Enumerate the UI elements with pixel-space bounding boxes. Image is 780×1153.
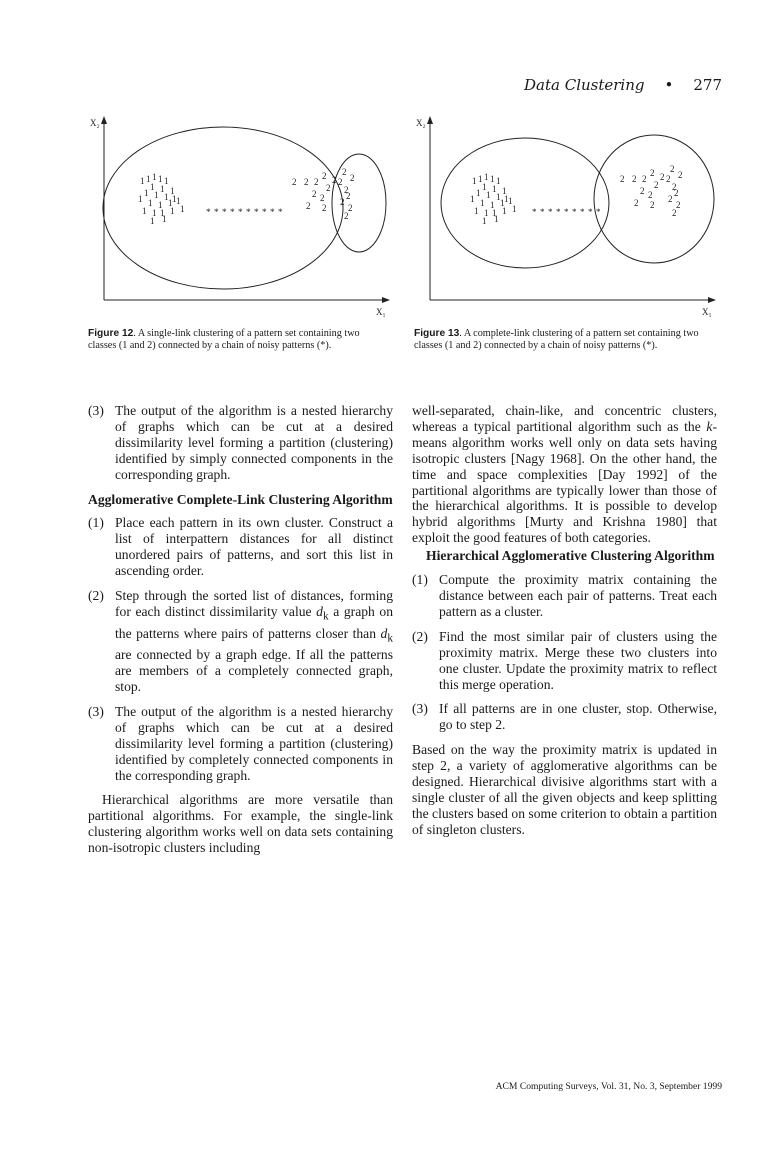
noise-point: * (540, 207, 545, 217)
item-text: The output of the algorithm is a nested hierarchy of graphs which can be cut at a desired dissimilarity level forming a partition (clustering) identified by simply connected components in the corresponding graph. (115, 403, 393, 482)
class-2-point: 2 (648, 190, 653, 200)
class-2-point: 2 (306, 201, 311, 211)
figure-12 (88, 112, 398, 324)
math-var: k (706, 418, 713, 434)
right-column (412, 403, 717, 838)
class-1-point: 1 (504, 194, 509, 204)
class-1-point: 1 (150, 216, 155, 226)
class-1-point: 1 (484, 172, 489, 182)
class-2-point: 2 (634, 198, 639, 208)
math-var: d (316, 603, 323, 619)
page-number: 277 (693, 76, 722, 94)
class-2-point: 2 (668, 194, 673, 204)
item-text: are connected by a graph edge. If all the patterns are members of a completely connected graph, stop. (115, 647, 393, 695)
noise-point: * (532, 207, 537, 217)
class-1-point: 1 (152, 208, 157, 218)
class-1-point: 1 (496, 192, 501, 202)
noise-point: * (222, 207, 227, 217)
class-1-point: 1 (142, 206, 147, 216)
class-1-point: 1 (480, 198, 485, 208)
item-number: (2) (412, 628, 428, 644)
left-column (88, 403, 393, 856)
class-1-point: 1 (180, 204, 185, 214)
list-item (88, 515, 393, 579)
list-item (412, 701, 717, 733)
class-1-point: 1 (478, 174, 483, 184)
class-2-point: 2 (322, 171, 327, 181)
class-2-point: 2 (660, 172, 665, 182)
class-2-point: 2 (672, 208, 677, 218)
noise-point: * (278, 207, 283, 217)
x-axis-label: X₁ (376, 307, 386, 317)
figure-13-plot (414, 112, 724, 324)
class-2-point: 2 (672, 182, 677, 192)
class-1-point: 1 (160, 208, 165, 218)
class-1-point: 1 (160, 184, 165, 194)
noise-point: * (580, 207, 585, 217)
running-title: Data Clustering (524, 76, 645, 94)
item-number: (3) (88, 403, 104, 418)
noise-point: * (246, 207, 251, 217)
class-2-point: 2 (344, 211, 349, 221)
class-1-point: 1 (492, 208, 497, 218)
paragraph: Hierarchical algorithms are more versatile than partitional algorithms. For example, the single-link clustering algorithm works well on data sets containing non-isotropic clusters including (88, 792, 393, 856)
noise-point: * (254, 207, 259, 217)
class-2-point: 2 (342, 167, 347, 177)
class-2-point: 2 (632, 174, 637, 184)
paragraph-text: -means algorithm works well only on data sets having isotropic clusters [Nagy 1968]. On the other hand, the time and space complexities [Day 1992] of the partitional algorithms are typically lower than those of the hierarchical algorithms. It is possible to develop hybrid algorithms [Murty and Krishna 1980] that exploit the good features of both categories. (412, 418, 717, 546)
class-1-point: 1 (154, 190, 159, 200)
noise-point: * (556, 207, 561, 217)
class-2-point: 2 (620, 174, 625, 184)
class-1-point: 1 (144, 188, 149, 198)
figure-12-caption-text: . A single-link clustering of a pattern set containing two classes (1 and 2) connected by a chain of noisy patterns (*). (88, 328, 360, 351)
class-1-point: 1 (470, 194, 475, 204)
class-2-point: 2 (650, 168, 655, 178)
item-number: (3) (412, 701, 428, 717)
item-text: a graph on the patterns where pairs of patterns closer than (115, 603, 394, 641)
y-axis-label: X₂ (416, 118, 426, 128)
class-1-point: 1 (486, 190, 491, 200)
class-2-point: 2 (326, 183, 331, 193)
paragraph-text: well-separated, chain-like, and concentric clusters, whereas a typical partitional algorithm such as the (412, 403, 717, 434)
class-2-point: 2 (292, 177, 297, 187)
header-bullet: • (664, 76, 674, 94)
class-1-point: 1 (496, 176, 501, 186)
class-1-point: 1 (490, 174, 495, 184)
class-1-point: 1 (146, 174, 151, 184)
class-1-point: 1 (170, 206, 175, 216)
noise-point: * (270, 207, 275, 217)
list-item (88, 403, 393, 483)
class-1-point: 1 (164, 176, 169, 186)
class-2-point: 2 (674, 188, 679, 198)
list-item (88, 704, 393, 784)
item-number: (2) (88, 588, 104, 604)
class-2-point: 2 (670, 164, 675, 174)
paragraph (412, 403, 717, 546)
item-text: The output of the algorithm is a nested hierarchy of graphs which can be cut at a desired dissimilarity level forming a partition (clustering) identified by completely connected components in the corresponding graph. (115, 703, 393, 783)
class-1-point: 1 (482, 182, 487, 192)
class-2-point: 2 (332, 175, 337, 185)
item-text: Find the most similar pair of clusters using the proximity matrix. Merge these two clusters into one cluster. Update the proximity matrix to reflect this merge operation. (439, 628, 717, 692)
class-1-point: 1 (172, 194, 177, 204)
class-2-point: 2 (640, 186, 645, 196)
item-number: (3) (88, 703, 104, 719)
class-1-point: 1 (158, 200, 163, 210)
item-number: (1) (88, 515, 104, 531)
math-sub: k (322, 610, 329, 623)
item-text: If all patterns are in one cluster, stop. Otherwise, go to step 2. (439, 701, 717, 733)
class-1-point: 1 (494, 214, 499, 224)
item-text: Place each pattern in its own cluster. Construct a list of interpattern distances for all distinct unordered pairs of patterns, and sort this list in ascending order. (115, 515, 393, 579)
class-1-point: 1 (162, 214, 167, 224)
item-number: (1) (412, 572, 428, 588)
class-2-point: 2 (314, 177, 319, 187)
class-2-point: 2 (642, 174, 647, 184)
class-1-point: 1 (150, 182, 155, 192)
noise-point: * (214, 207, 219, 217)
class-2-point: 2 (650, 200, 655, 210)
class-1-point: 1 (158, 174, 163, 184)
class-1-point: 1 (512, 204, 517, 214)
class-1-point: 1 (490, 200, 495, 210)
list-item (412, 629, 717, 693)
figure-13-label: Figure 13 (414, 328, 460, 339)
class-2-point: 2 (666, 174, 671, 184)
math-sub: k (387, 632, 393, 645)
class-1-point: 1 (476, 188, 481, 198)
class-1-point: 1 (472, 176, 477, 186)
x-axis-label: X₁ (702, 307, 712, 317)
figure-13 (414, 112, 724, 324)
y-axis-label: X₂ (90, 118, 100, 128)
class-2-point: 2 (340, 197, 345, 207)
class-1-point: 1 (474, 206, 479, 216)
section-heading: Agglomerative Complete-Link Clustering Algorithm (88, 491, 393, 507)
class-2-point: 2 (348, 203, 353, 213)
section-heading: Hierarchical Agglomerative Clustering Algorithm (426, 548, 715, 564)
item-text: Compute the proximity matrix containing the distance between each pair of patterns. Treat each pattern as a cluster. (439, 572, 717, 619)
noise-point: * (564, 207, 569, 217)
figure-13-points (470, 164, 683, 226)
class-2-point: 2 (678, 170, 683, 180)
noise-point: * (206, 207, 211, 217)
class-1-point: 1 (500, 198, 505, 208)
figure-12-caption (88, 328, 378, 352)
class-1-point: 1 (482, 216, 487, 226)
class-1-point: 1 (492, 184, 497, 194)
class-1-point: 1 (502, 186, 507, 196)
class-2-point: 2 (350, 173, 355, 183)
list-item (412, 572, 717, 620)
noise-point: * (238, 207, 243, 217)
class-1-point: 1 (502, 206, 507, 216)
math-var: d (380, 625, 388, 641)
noise-point: * (572, 207, 577, 217)
figure-13-caption-text: . A complete-link clustering of a pattern set containing two classes (1 and 2) connected by a chain of noisy patterns (*). (414, 328, 699, 351)
class-2-point: 2 (304, 177, 309, 187)
list-item (88, 588, 393, 695)
class-2-point: 2 (344, 185, 349, 195)
class-2-point: 2 (322, 203, 327, 213)
noise-point: * (230, 207, 235, 217)
figure-12-label: Figure 12 (88, 328, 134, 339)
class-1-point: 1 (164, 192, 169, 202)
noise-point: * (262, 207, 267, 217)
class-2-point: 2 (654, 180, 659, 190)
figure-12-points (138, 167, 355, 226)
figure-13-caption (414, 328, 704, 352)
class-1-point: 1 (138, 194, 143, 204)
class-1-point: 1 (508, 196, 513, 206)
class-2-point: 2 (312, 189, 317, 199)
noise-point: * (548, 207, 553, 217)
item-text: Step through the sorted list of distances, forming for each distinct dissimilarity value (115, 588, 393, 619)
running-header (524, 76, 722, 94)
class-2-point: 2 (676, 200, 681, 210)
class-1-point: 1 (484, 208, 489, 218)
class-2-point: 2 (338, 177, 343, 187)
class-1-point: 1 (140, 176, 145, 186)
class-1-point: 1 (152, 172, 157, 182)
paragraph: Based on the way the proximity matrix is updated in step 2, a variety of agglomerative algorithms can be designed. Hierarchical divisive algorithms start with a single cluster of all the given objects and keep splitting the clusters based on some criterion to obtain a partition of singleton clusters. (412, 742, 717, 837)
noise-point: * (596, 207, 601, 217)
class-1-point: 1 (170, 186, 175, 196)
class-2-point: 2 (346, 191, 351, 201)
class-2-point: 2 (320, 193, 325, 203)
class-1-point: 1 (176, 196, 181, 206)
journal-footer: ACM Computing Surveys, Vol. 31, No. 3, September 1999 (495, 1081, 722, 1092)
noise-point: * (588, 207, 593, 217)
figure-12-plot (88, 112, 398, 324)
class-1-point: 1 (148, 198, 153, 208)
class-1-point: 1 (168, 198, 173, 208)
